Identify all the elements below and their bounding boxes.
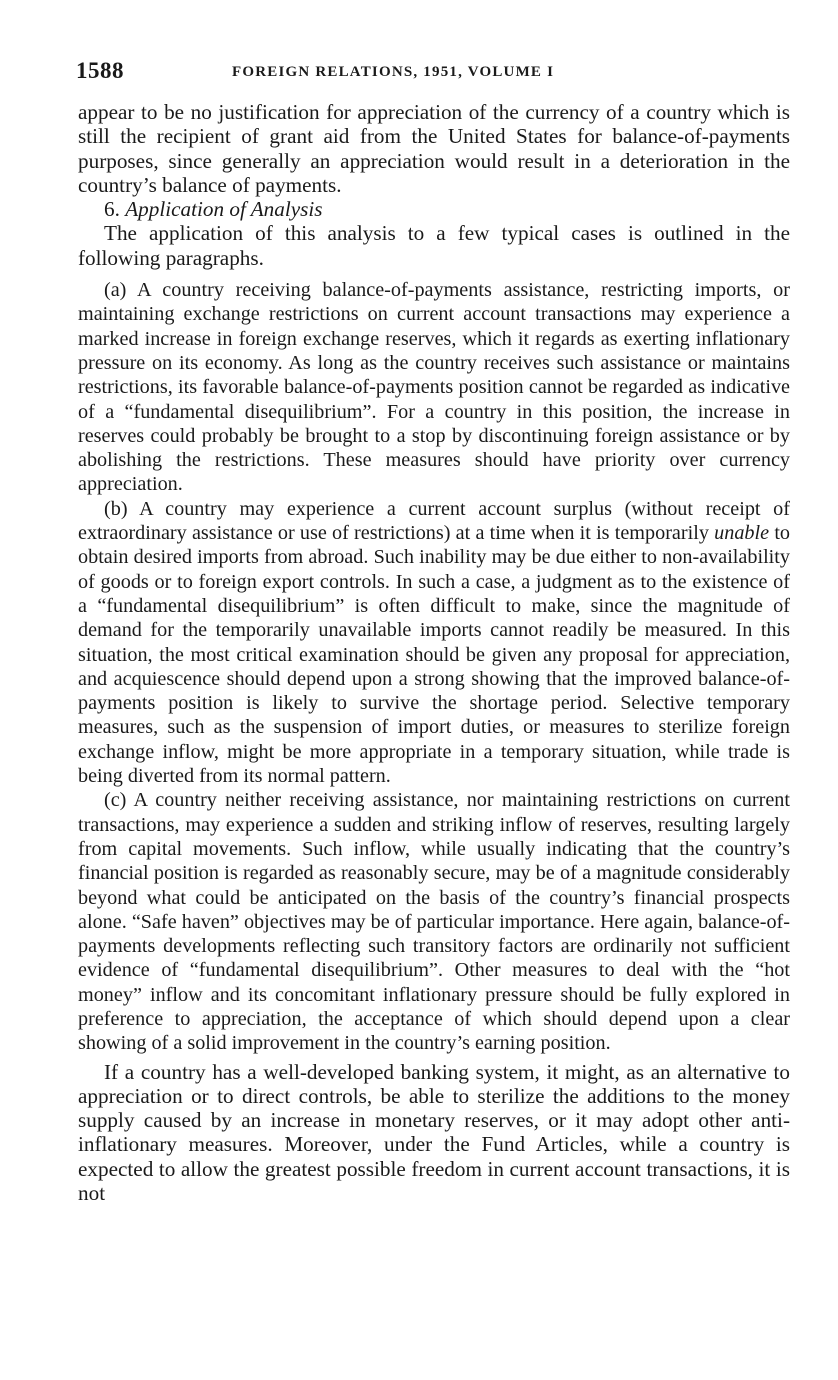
section-heading bbox=[78, 197, 790, 221]
page-number: 1588 bbox=[76, 58, 124, 83]
case-a-label: (a) bbox=[104, 279, 127, 302]
paragraph-application: The application of this analysis to a few typical cases is outlined in the following paragraphs. bbox=[78, 221, 790, 270]
section-number: 6. bbox=[104, 197, 120, 222]
paragraph-banking: If a country has a well-developed banking system, it might, as an alternative to appreciation or to direct controls, be able to sterilize the additions to the money supply caused by an increase in monetary reserves, or it may adopt other anti-inflationary measures. Moreover, under the Fund Articles, while a country is expected to allow the greatest possible freedom in current account transactions, it is not bbox=[78, 1059, 790, 1206]
case-c-text: A country neither receiving assistance, nor maintaining restrictions on current transactions, may experience a sudden and striking inflow of reserves, resulting largely from capital movements. Such inflow, while usually indicating that the country’s financial position is regarded as reasonably secure, may be of a magnitude considerably beyond what could be anticipated on the basis of the country’s financial prospects alone. “Safe haven” objectives may be of particular importance. Here again, balance-of-payments developments reflecting such transitory factors are ordinarily not sufficient evidence of “fundamental disequilibrium”. Other measures to deal with the “hot money” inflow and its concomitant inflationary pressure should be fully explored in preference to appreciation, the acceptance of which should depend upon a clear showing of a solid improvement in the country’s earning position. bbox=[78, 789, 790, 1055]
paragraph-case-b bbox=[78, 497, 790, 789]
case-b-label: (b) bbox=[104, 497, 128, 520]
case-a-text: A country receiving balance-of-payments assistance, restricting imports, or maintaining exchange restrictions on current account transactions may experience a marked increase in foreign exchange reserves, which it regards as exerting inflationary pressure on its economy. As long as the country receives such assistance or maintains restrictions, its favorable balance-of-payments position cannot be regarded as indicative of a “fundamental disequilibrium”. For a country in this position, the increase in reserves could probably be brought to a stop by discontinuing foreign assistance or by abolishing the restrictions. These measures should have priority over currency appreciation. bbox=[78, 279, 790, 496]
paragraph-case-c bbox=[78, 788, 790, 1055]
running-title: FOREIGN RELATIONS, 1951, VOLUME I bbox=[232, 64, 555, 80]
running-head bbox=[76, 58, 792, 88]
paragraph-intro: appear to be no justification for appreciation of the currency of a country which is still the recipient of grant aid from the United States for balance-of-payments purposes, since generally an appreciation would result in a deterioration in the country’s balance of payments. bbox=[78, 100, 790, 197]
case-b-text-1: A country may experience a current account surplus (without receipt of extraordinary assistance or use of restrictions) at a time when it is temporarily bbox=[78, 497, 790, 545]
section-title: Application of Analysis bbox=[125, 197, 323, 222]
case-b-emphasis: unable bbox=[714, 522, 770, 545]
case-b-text-2: to obtain desired imports from abroad. Such inability may be due either to non-availability of goods or to foreign export controls. In such a case, a judgment as to the existence of a “fundamental disequilibrium” is often difficult to make, since the magnitude of demand for the temporarily unavailable imports cannot readily be measured. In this situation, the most critical examination should be given any proposal for appreciation, and acquiescence should depend upon a strong showing that the improved balance-of-payments position is likely to survive the shortage period. Selective temporary measures, such as the suspension of import duties, or measures to sterilize foreign exchange inflow, might be more appropriate in a temporary situation, while trade is being diverted from its normal pattern. bbox=[78, 522, 791, 788]
body-text bbox=[78, 100, 790, 1205]
case-c-label: (c) bbox=[104, 789, 127, 812]
spacer bbox=[78, 270, 790, 278]
paragraph-case-a bbox=[78, 278, 790, 497]
